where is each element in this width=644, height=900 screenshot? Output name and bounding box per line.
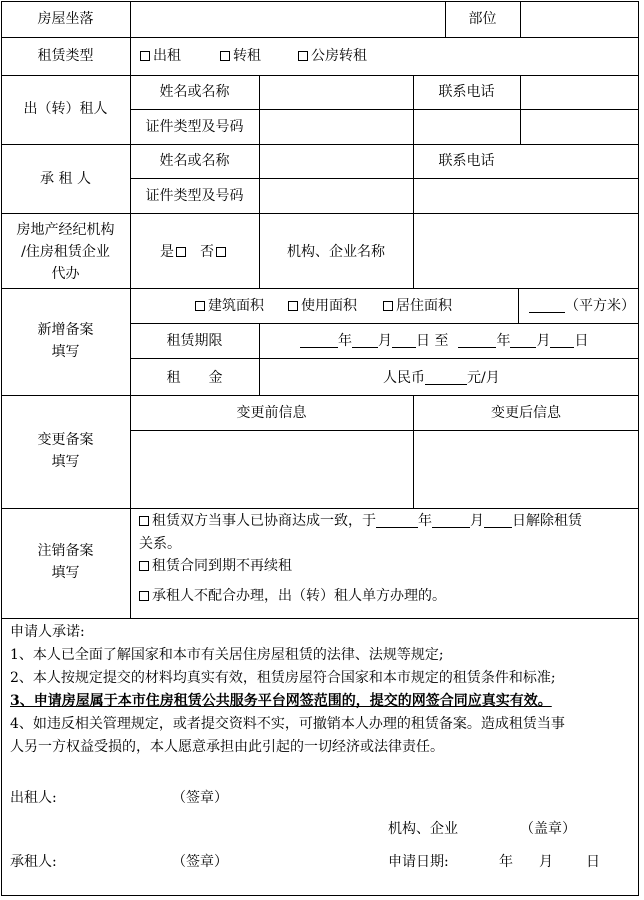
date-day[interactable]: 日 [586, 854, 600, 870]
new-filing-label-line2: 填写 [51, 344, 80, 360]
end-month-blank[interactable] [510, 333, 536, 348]
area-option-building[interactable]: 建筑面积 [195, 296, 264, 316]
lessee-label: 承 租 人 [40, 171, 91, 187]
start-month-blank[interactable] [352, 333, 378, 348]
cancel-option-agreement[interactable]: 租赁双方当事人已协商达成一致，于 年 月 日解除租赁 [139, 511, 582, 531]
house-location-label: 房屋坐落 [37, 11, 94, 27]
cancel-option-unilateral[interactable]: 承租人不配合办理，出（转）租人单方办理的。 [139, 586, 446, 606]
agency-org-label: 机构、企业名称 [287, 244, 385, 260]
checkbox-icon [139, 516, 149, 526]
agency-yes-option[interactable]: 是 [160, 242, 189, 262]
date-year[interactable]: 年 [499, 854, 513, 870]
rent-amount[interactable]: 人民币 元/月 [383, 370, 500, 386]
cancel-option-agreement-line2: 关系。 [139, 536, 181, 552]
area-option-usable[interactable]: 使用面积 [288, 296, 357, 316]
lessee-name-label: 姓名或名称 [159, 153, 230, 169]
checkbox-icon [139, 591, 149, 601]
declaration-item-2: 2、本人按规定提交的材料均真实有效，租赁房屋符合国家和本市规定的租赁条件和标准; [10, 670, 556, 686]
lessee-id-label: 证件类型及号码 [145, 188, 244, 204]
rental-type-label: 租赁类型 [37, 48, 94, 64]
end-day-blank[interactable] [550, 333, 574, 348]
checkbox-icon [220, 51, 230, 61]
declaration-item-3: 3、申请房屋属于本市住房租赁公共服务平台网签范围的，提交的网签合同应真实有效。 [10, 693, 552, 709]
area-blank[interactable] [529, 298, 565, 313]
org-signature-label: 机构、企业 [388, 821, 458, 837]
lessor-label: 出（转）租人 [23, 101, 108, 117]
lessor-phone-label: 联系电话 [438, 84, 495, 100]
rental-type-option-lease[interactable]: 出租 [140, 46, 181, 66]
declaration-item-4-cont: 人另一方权益受损的，本人愿意承担由此引起的一切经济或法律责任。 [10, 739, 444, 755]
change-filing-label-line2: 填写 [51, 454, 80, 470]
checkbox-icon [139, 561, 149, 571]
area-option-living[interactable]: 居住面积 [383, 296, 452, 316]
declaration-title: 申请人承诺: [10, 624, 85, 640]
new-filing-label-line1: 新增备案 [37, 322, 94, 338]
org-seal-field[interactable]: （盖章） [520, 821, 576, 837]
cancel-day-blank[interactable] [484, 513, 512, 528]
declaration-item-4: 4、如违反相关管理规定，或者提交资料不实，可撤销本人办理的租赁备案。造成租赁当事 [10, 716, 565, 732]
change-filing-label-line1: 变更备案 [37, 432, 94, 448]
agency-label-line2: /住房租赁企业 [21, 244, 110, 260]
rent-label: 租 金 [166, 370, 223, 386]
rent-blank[interactable] [425, 370, 467, 385]
agency-label-line1: 房地产经纪机构 [16, 222, 115, 238]
start-day-blank[interactable] [392, 333, 416, 348]
house-part-label: 部位 [468, 11, 497, 27]
period-dates[interactable]: 年 月 日 至 年 月 日 [300, 331, 588, 351]
cancel-filing-label-line2: 填写 [51, 565, 80, 581]
change-after-label: 变更后信息 [491, 405, 561, 421]
area-unit[interactable]: （平方米） [529, 296, 635, 316]
lessee-phone-label: 联系电话 [438, 153, 495, 169]
lessee-sign-field[interactable]: （签章） [172, 854, 228, 870]
checkbox-icon [176, 247, 186, 257]
cancel-year-blank[interactable] [376, 513, 418, 528]
checkbox-icon [288, 301, 298, 311]
lessor-sign-field[interactable]: （签章） [172, 790, 228, 806]
checkbox-icon [140, 51, 150, 61]
agency-label-line3: 代办 [51, 266, 80, 282]
period-label: 租赁期限 [166, 333, 223, 349]
change-before-label: 变更前信息 [236, 405, 307, 421]
checkbox-icon [298, 51, 308, 61]
application-date-label: 申请日期: [388, 854, 449, 870]
start-year-blank[interactable] [300, 333, 338, 348]
declaration-item-1: 1、本人已全面了解国家和本市有关居住房屋租赁的法律、法规等规定; [10, 647, 444, 663]
end-year-blank[interactable] [458, 333, 496, 348]
cancel-option-expired[interactable]: 租赁合同到期不再续租 [139, 556, 292, 576]
rental-type-option-sublease[interactable]: 转租 [220, 46, 261, 66]
cancel-filing-label-line1: 注销备案 [37, 543, 94, 559]
checkbox-icon [383, 301, 393, 311]
checkbox-icon [195, 301, 205, 311]
lessee-signature-label: 承租人: [10, 854, 57, 870]
lessor-signature-label: 出租人: [10, 790, 57, 806]
cancel-month-blank[interactable] [432, 513, 470, 528]
lessor-id-label: 证件类型及号码 [145, 119, 244, 135]
rental-type-option-public[interactable]: 公房转租 [298, 46, 367, 66]
checkbox-icon [216, 247, 226, 257]
agency-no-option[interactable]: 否 [200, 242, 229, 262]
date-month[interactable]: 月 [539, 854, 553, 870]
lessor-name-label: 姓名或名称 [159, 84, 230, 100]
